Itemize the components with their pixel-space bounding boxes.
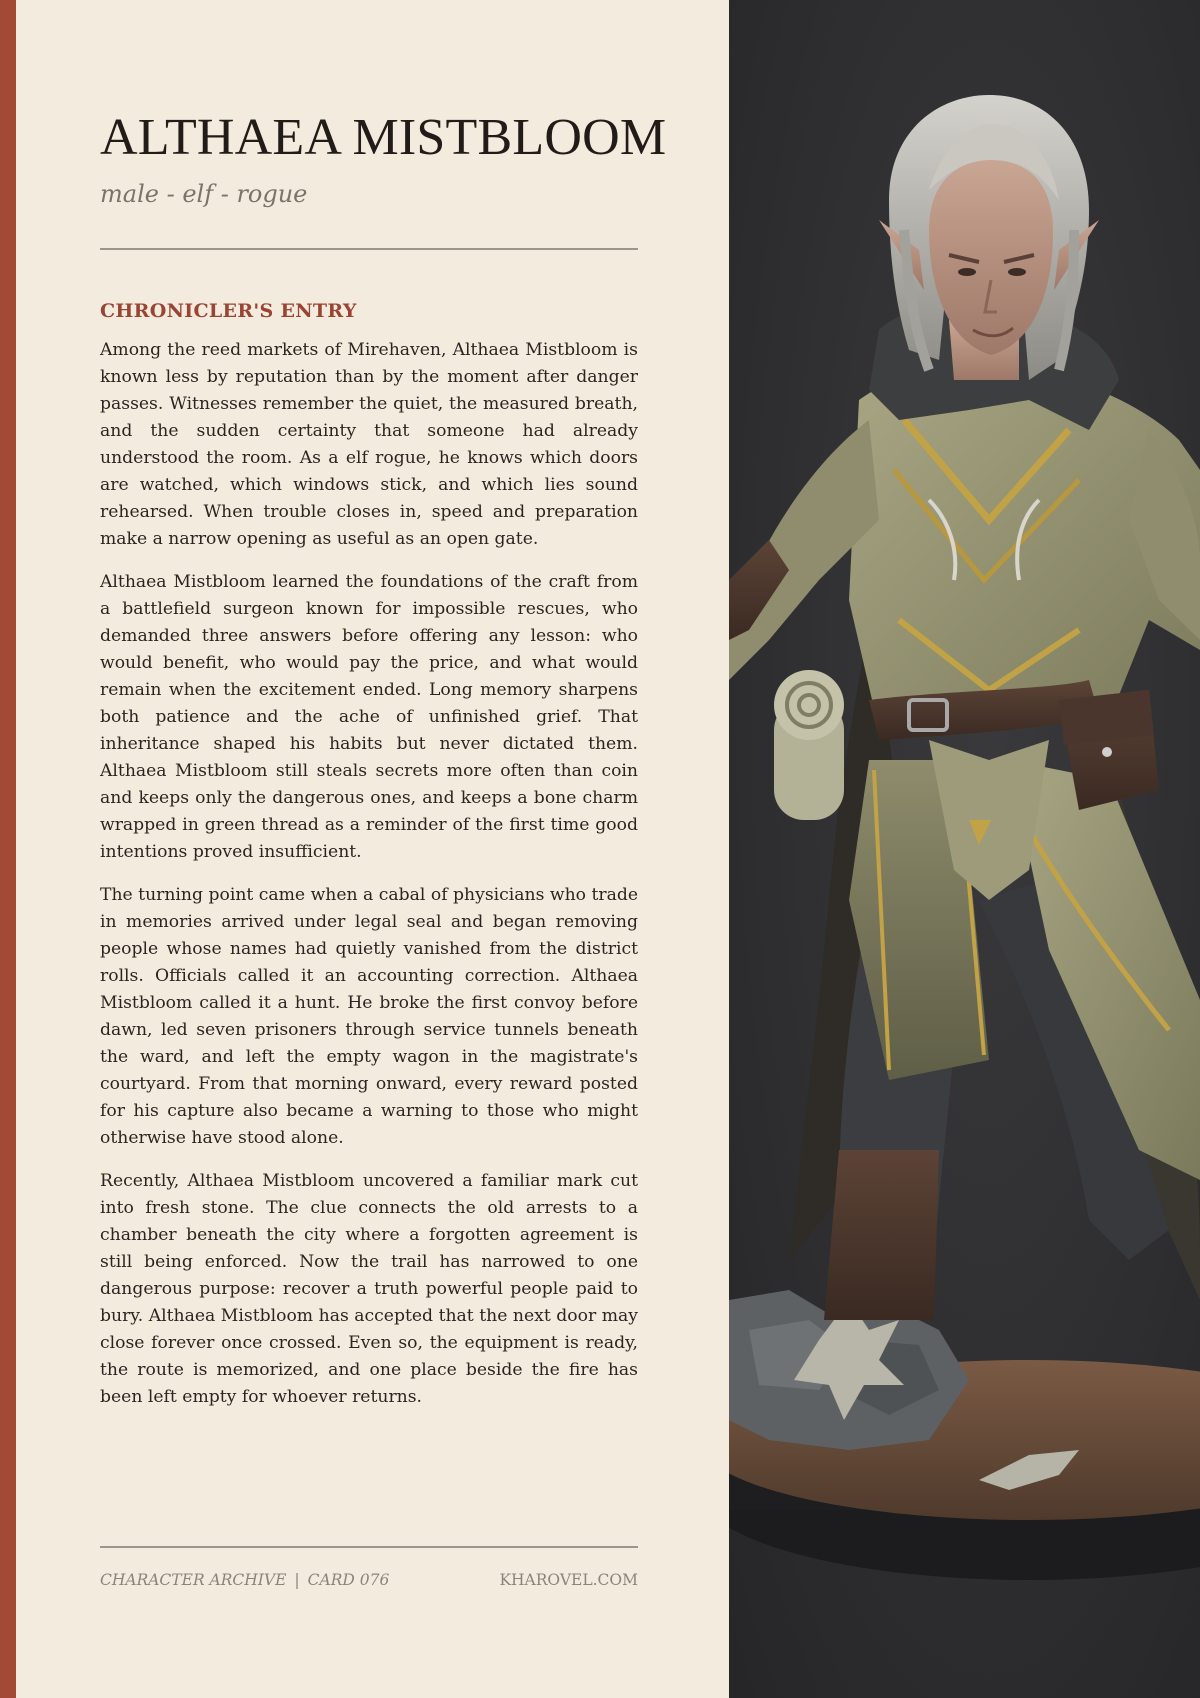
entry-paragraph-2: Althaea Mistbloom learned the foundations of the craft from a battlefield surgeon known for impossible rescues, who demanded three answers before offering any lesson: who would benefit, who would pay the price, and what would remain when the excitement ended. Long memory sharpens both patience and the ache of unfinished grief. That inheritance shaped his habits but never dictated them. Althaea Mistbloom still steals secrets more often than coin and keeps only the dangerous ones, and keeps a bone charm wrapped in green thread as a reminder of the first time good intentions proved insufficient. <box>100 572 638 862</box>
footer-archive <box>100 1568 389 1592</box>
section-heading: CHRONICLER'S ENTRY <box>100 300 357 322</box>
header-divider <box>100 248 638 250</box>
footer <box>100 1568 638 1592</box>
character-descriptor: male - elf - rogue <box>100 180 308 208</box>
character-miniature-image <box>729 0 1200 1698</box>
site-link[interactable]: KHAROVEL.COM <box>499 1571 638 1589</box>
accent-bar <box>0 0 16 1698</box>
text-panel <box>16 0 729 1698</box>
entry-paragraph-3: The turning point came when a cabal of physicians who trade in memories arrived under legal seal and began removing people whose names had quietly vanished from the district rolls. Officials called it an accounting correction. Althaea Mistbloom called it a hunt. He broke the first convoy before dawn, led seven prisoners through service tunnels beneath the ward, and left the empty wagon in the magistrate's courtyard. From that morning onward, every reward posted for his capture also became a warning to those who might otherwise have stood alone. <box>100 885 638 1148</box>
card-number: CARD 076 <box>307 1571 390 1589</box>
elf-rogue-miniature-illustration <box>729 0 1200 1698</box>
footer-divider <box>100 1546 638 1548</box>
archive-label: CHARACTER ARCHIVE <box>100 1571 287 1589</box>
character-name: ALTHAEA MISTBLOOM <box>100 109 667 166</box>
chronicle-entry <box>100 337 638 1427</box>
entry-paragraph-4: Recently, Althaea Mistbloom uncovered a familiar mark cut into fresh stone. The clue connects the old arrests to a chamber beneath the city where a forgotten agreement is still being enforced. Now the trail has narrowed to one dangerous purpose: recover a truth powerful people paid to bury. Althaea Mistbloom has accepted that the next door may close forever once crossed. Even so, the equipment is ready, the route is memorized, and one place beside the fire has been left empty for whoever returns. <box>100 1171 638 1407</box>
entry-paragraph-1: Among the reed markets of Mirehaven, Althaea Mistbloom is known less by reputation than by the moment after danger passes. Witnesses remember the quiet, the measured breath, and the sudden certainty that someone had already understood the room. As a elf rogue, he knows which doors are watched, which windows stick, and which lies sound rehearsed. When trouble closes in, speed and preparation make a narrow opening as useful as an open gate. <box>100 340 638 549</box>
footer-separator: | <box>294 1571 300 1589</box>
